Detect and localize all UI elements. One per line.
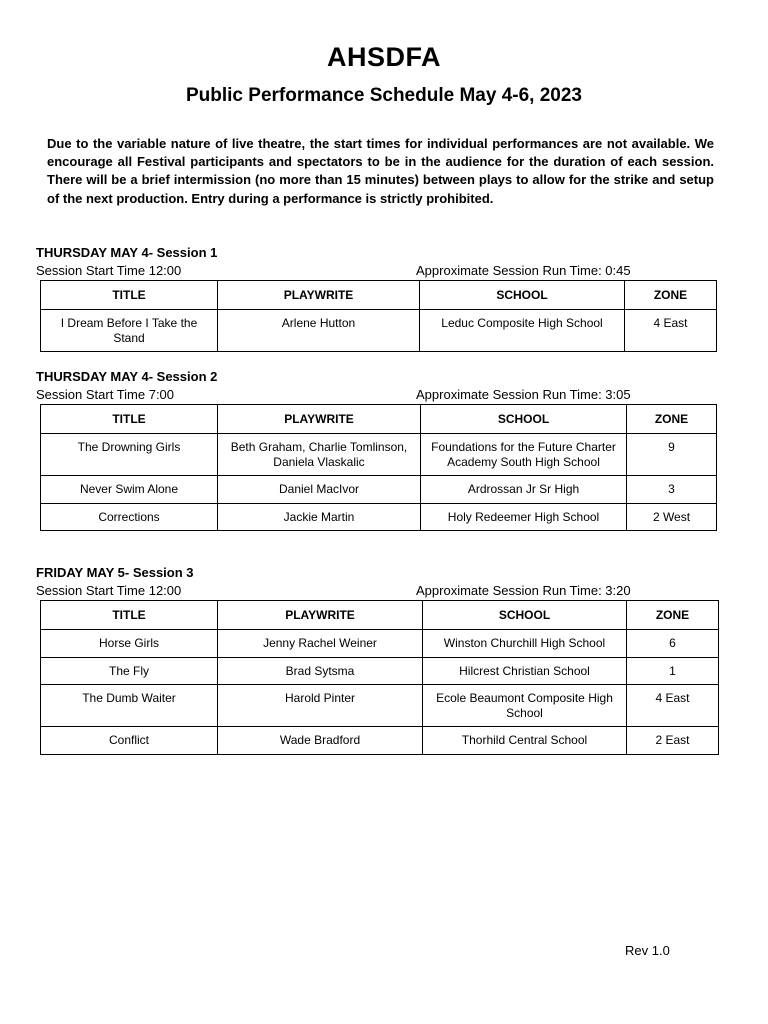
session-3 xyxy=(36,564,719,755)
cell-title: I Dream Before I Take the Stand xyxy=(41,310,218,352)
page-title: AHSDFA xyxy=(326,42,441,72)
session-heading: THURSDAY MAY 4- Session 2 xyxy=(36,369,218,384)
session-run-time: Approximate Session Run Time: 3:20 xyxy=(416,583,631,598)
cell-school: Holy Redeemer High School xyxy=(421,503,627,531)
cell-school: Thorhild Central School xyxy=(423,727,627,755)
session-table xyxy=(40,600,719,755)
cell-playwrite: Jackie Martin xyxy=(218,503,421,531)
revision-label: Rev 1.0 xyxy=(625,943,670,958)
column-header-title: TITLE xyxy=(41,405,218,434)
cell-title: Never Swim Alone xyxy=(41,476,218,504)
session-table xyxy=(40,280,717,352)
cell-zone: 6 xyxy=(627,630,719,658)
session-times xyxy=(36,262,716,280)
session-start-time: Session Start Time 12:00 xyxy=(36,263,182,278)
column-header-school: SCHOOL xyxy=(423,601,627,630)
cell-zone: 9 xyxy=(627,434,717,476)
session-run-time: Approximate Session Run Time: 3:05 xyxy=(416,387,631,402)
cell-school: Foundations for the Future Charter Academy South High School xyxy=(421,434,627,476)
cell-playwrite: Harold Pinter xyxy=(218,685,423,727)
table-row xyxy=(41,434,717,476)
table-header-row xyxy=(41,281,717,310)
session-start-time: Session Start Time 7:00 xyxy=(36,387,175,402)
session-times xyxy=(36,582,716,600)
cell-zone: 4 East xyxy=(625,310,717,352)
cell-school: Winston Churchill High School xyxy=(423,630,627,658)
cell-playwrite: Arlene Hutton xyxy=(218,310,420,352)
cell-school: Leduc Composite High School xyxy=(420,310,625,352)
column-header-title: TITLE xyxy=(41,281,218,310)
table-row xyxy=(41,310,717,352)
notice-paragraph: Due to the variable nature of live theatre, the start times for individual performances are not available. We encourage all Festival participants and spectators to be in the audience for the duration of each session. There will be a brief intermission (no more than 15 minutes) between plays to allow for the strike and setup of the next production. Entry during a performance is strictly prohibited. xyxy=(47,136,714,206)
cell-school: Hilcrest Christian School xyxy=(423,657,627,685)
cell-playwrite: Jenny Rachel Weiner xyxy=(218,630,423,658)
cell-title: Conflict xyxy=(41,727,218,755)
session-times xyxy=(36,386,716,404)
cell-playwrite: Daniel MacIvor xyxy=(218,476,421,504)
session-table xyxy=(40,404,717,531)
table-header-row xyxy=(41,601,719,630)
cell-school: Ardrossan Jr Sr High xyxy=(421,476,627,504)
cell-zone: 2 West xyxy=(627,503,717,531)
page-subtitle: Public Performance Schedule May 4-6, 2023 xyxy=(185,85,582,106)
session-2 xyxy=(36,368,717,531)
table-row xyxy=(41,503,717,531)
cell-zone: 1 xyxy=(627,657,719,685)
table-row xyxy=(41,657,719,685)
cell-zone: 4 East xyxy=(627,685,719,727)
cell-title: Corrections xyxy=(41,503,218,531)
cell-playwrite: Wade Bradford xyxy=(218,727,423,755)
table-row xyxy=(41,685,719,727)
column-header-playwrite: PLAYWRITE xyxy=(218,281,420,310)
column-header-school: SCHOOL xyxy=(420,281,625,310)
column-header-title: TITLE xyxy=(41,601,218,630)
cell-title: The Drowning Girls xyxy=(41,434,218,476)
cell-playwrite: Brad Sytsma xyxy=(218,657,423,685)
table-row xyxy=(41,476,717,504)
session-heading: FRIDAY MAY 5- Session 3 xyxy=(36,565,194,580)
session-heading: THURSDAY MAY 4- Session 1 xyxy=(36,245,218,260)
column-header-playwrite: PLAYWRITE xyxy=(218,405,421,434)
column-header-playwrite: PLAYWRITE xyxy=(218,601,423,630)
session-1 xyxy=(36,244,717,352)
cell-title: The Fly xyxy=(41,657,218,685)
cell-school: Ecole Beaumont Composite High School xyxy=(423,685,627,727)
column-header-zone: ZONE xyxy=(627,601,719,630)
table-header-row xyxy=(41,405,717,434)
table-row xyxy=(41,727,719,755)
cell-playwrite: Beth Graham, Charlie Tomlinson, Daniela Vlaskalic xyxy=(218,434,421,476)
column-header-school: SCHOOL xyxy=(421,405,627,434)
session-run-time: Approximate Session Run Time: 0:45 xyxy=(416,263,631,278)
cell-title: The Dumb Waiter xyxy=(41,685,218,727)
cell-title: Horse Girls xyxy=(41,630,218,658)
session-start-time: Session Start Time 12:00 xyxy=(36,583,182,598)
cell-zone: 3 xyxy=(627,476,717,504)
table-row xyxy=(41,630,719,658)
column-header-zone: ZONE xyxy=(625,281,717,310)
cell-zone: 2 East xyxy=(627,727,719,755)
column-header-zone: ZONE xyxy=(627,405,717,434)
